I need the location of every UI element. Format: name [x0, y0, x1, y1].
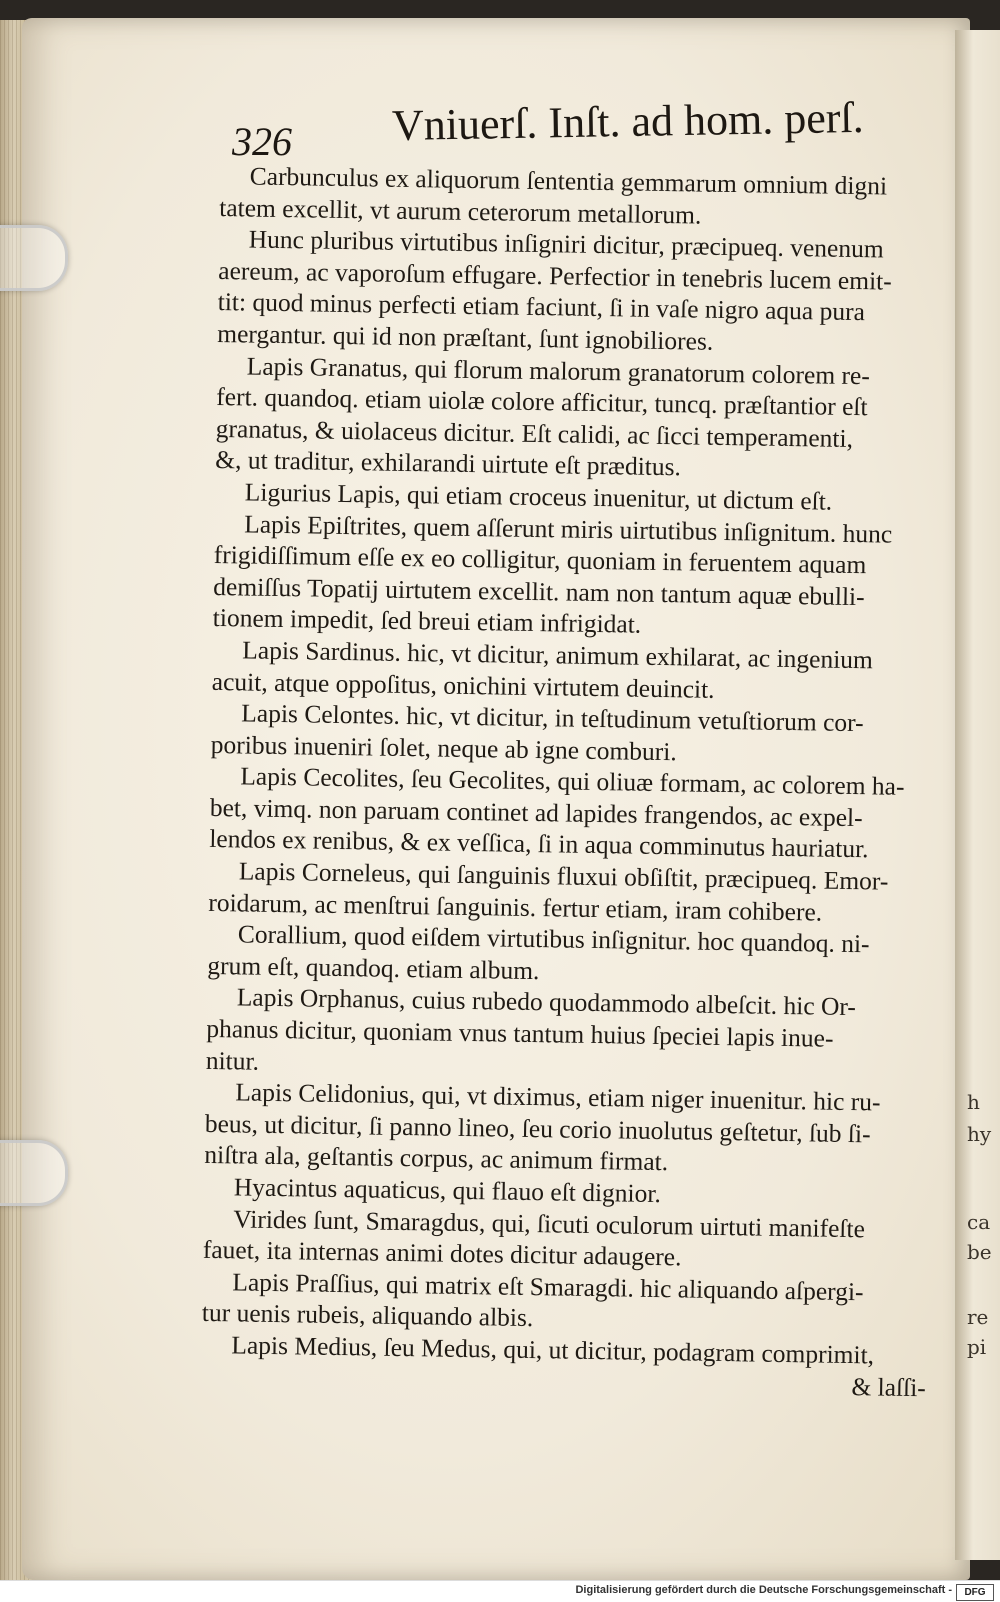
body-text: [201, 160, 955, 1404]
text-line: Hyacintus aquaticus, qui flauo eſt dignior.: [233, 1172, 662, 1209]
digitization-footer: [0, 1580, 1000, 1602]
text-line: aereum, ac vaporoſum effugare. Perfectior in tenebris lucem emit-: [218, 255, 892, 296]
text-line: Lapis Corneleus, qui ſanguinis fluxui obſiſtit, præcipueq. Emor-: [238, 856, 889, 896]
text-line: granatus, & uiolaceus dicitur. Eſt calidi, ac ſicci temperamenti,: [215, 413, 854, 453]
text-line: Virides ſunt, Smaragdus, qui, ſicuti oculorum uirtuti manifeſte: [233, 1203, 866, 1243]
text-line: roidarum, ac menſtrui ſanguinis. fertur etiam, iram cohibere.: [208, 887, 823, 927]
text-line: lendos ex renibus, & ex veſſica, ſi in aqua comminutus hauriatur.: [209, 824, 869, 864]
text-line: tit: quod minus perfecti etiam faciunt, ſi in vaſe nigro aqua pura: [217, 287, 866, 327]
text-line: acuit, atque oppoſitus, onichini virtutem deuincit.: [211, 666, 715, 704]
facing-page-fragment: pi: [967, 1335, 987, 1359]
text-line: fert. quandoq. etiam uiolæ colore afficitur, tuncq. præſtantior eſt: [216, 382, 868, 422]
text-line: poribus inueniri ſolet, neque ab igne comburi.: [210, 729, 677, 766]
text-line: Hunc pluribus virtutibus inſigniri dicitur, præcipueq. venenum: [248, 224, 884, 264]
text-line: nitur.: [205, 1045, 260, 1076]
facing-page-fragment: hy: [967, 1122, 992, 1146]
text-line: Lapis Celontes. hic, vt dicitur, in teſtudinum vetuſtiorum cor-: [241, 698, 864, 738]
text-line: Lapis Orphanus, cuius rubedo quodammodo albeſcit. hic Or-: [236, 982, 857, 1022]
text-line: phanus dicitur, quoniam vnus tantum huius ſpeciei lapis inue-: [206, 1013, 834, 1053]
text-line: Lapis Celidonius, qui, vt diximus, etiam niger inuenitur. hic ru-: [235, 1077, 881, 1117]
text-line: demiſſus Topatij uirtutem excellit. nam non tantum aquæ ebulli-: [213, 571, 865, 611]
text-line: tatem excellit, vt aurum ceterorum metallorum.: [219, 192, 702, 230]
page-tab-clip-upper: [0, 225, 68, 291]
text-line: &, ut traditur, exhilarandi uirtute eſt præditus.: [215, 445, 682, 482]
catchword: & laſſi-: [851, 1371, 927, 1402]
text-line: Lapis Epiſtrites, quem aſſerunt miris uirtutibus inſignitum. hunc: [244, 508, 893, 549]
facing-page-fragment: re: [967, 1305, 989, 1329]
text-line: Ligurius Lapis, qui etiam croceus inuenitur, ut dictum eſt.: [244, 477, 833, 516]
page-number: 326: [232, 119, 292, 164]
text-line: mergantur. qui id non præſtant, ſunt ignobiliores.: [217, 318, 714, 356]
facing-page-fragment: h: [967, 1090, 980, 1114]
text-line: Lapis Sardinus. hic, vt dicitur, animum exhilarat, ac ingenium: [242, 635, 874, 675]
text-line: Lapis Cecolites, ſeu Gecolites, qui oliuæ formam, ac colorem ha-: [240, 761, 905, 802]
text-line: tur uenis rubeis, aliquando albis.: [201, 1298, 534, 1333]
page-tab-clip-lower: [0, 1140, 68, 1206]
text-line: Lapis Granatus, qui florum malorum granatorum colorem re-: [246, 351, 871, 390]
text-line: Lapis Medius, ſeu Medus, qui, ut dicitur, podagram comprimit,: [231, 1330, 875, 1370]
facing-page-fragment: be: [967, 1240, 992, 1264]
facing-page-edge: [955, 30, 1000, 1560]
text-line: tionem impedit, ſed breui etiam infrigidat.: [212, 603, 642, 639]
text-line: beus, ut dicitur, ſi panno lineo, ſeu corio inuolutus geſtetur, ſub ſi-: [204, 1108, 871, 1149]
book-page: [22, 18, 970, 1580]
text-line: fauet, ita internas animi dotes dicitur adaugere.: [202, 1235, 682, 1272]
text-line: Corallium, quod eiſdem virtutibus inſignitur. hoc quandoq. ni-: [237, 919, 870, 959]
facing-page-fragment: ca: [967, 1210, 991, 1234]
text-line: bet, vimq. non paruam continet ad lapides frangendos, ac expel-: [209, 792, 863, 833]
text-line: grum eſt, quandoq. etiam album.: [207, 950, 540, 985]
page-header: [232, 92, 952, 164]
text-line: frigidiſſimum eſſe ex eo colligitur, quoniam in feruentem aquam: [213, 540, 867, 580]
text-line: niſtra ala, geſtantis corpus, ac animum firmat.: [204, 1140, 669, 1177]
funding-credit: Digitalisierung gefördert durch die Deutsche Forschungsgemeinschaft -: [575, 1584, 952, 1596]
running-title: Vniuerſ. Inſt. ad hom. perſ.: [391, 92, 865, 151]
text-line: Lapis Praſſius, qui matrix eſt Smaragdi. hic aliquando aſpergi-: [232, 1267, 864, 1307]
text-line: Carbunculus ex aliquorum ſententia gemmarum omnium digni: [249, 161, 888, 201]
dfg-logo: DFG: [956, 1584, 994, 1601]
